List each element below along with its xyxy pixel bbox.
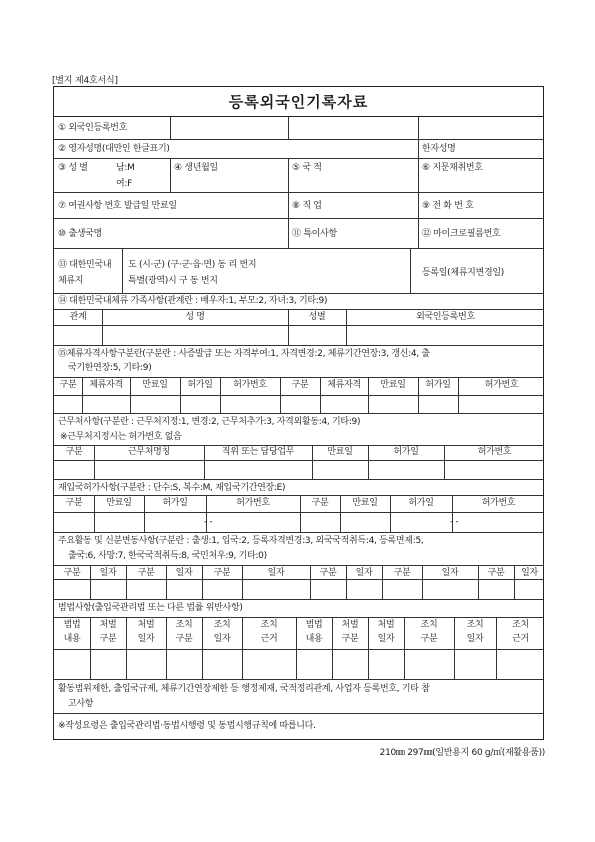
violation-header-0: 범법	[63, 620, 81, 630]
violation-header-4: 조치	[213, 620, 231, 630]
stay-header-5: 구분	[291, 380, 309, 390]
reentry-header-2: 허가일	[162, 498, 188, 508]
violation-header-b-2: 일자	[137, 634, 155, 644]
reentry-header-4: 구분	[311, 498, 329, 508]
label-special: ⑪ 특이사항	[292, 229, 337, 239]
work-header-permit-date: 허가일	[393, 447, 419, 457]
violation-header-11: 조치	[512, 620, 529, 630]
movement-header-2: 구분	[137, 568, 155, 578]
violation-header-b-1: 구분	[99, 634, 117, 644]
violation-header-10: 조치	[466, 620, 484, 630]
movement-heading-2: 출국:6, 사망:7, 한국국적취득:8, 국민처우:9, 기타:0)	[68, 551, 267, 561]
stay-heading-1: ⑮체류자격사항구분란(구분란 : 사증발급 또는 자격부여:1, 자격변경:2, 체류기간연장:3, 갱신:4, 출	[58, 349, 430, 359]
label-fingerprint: ⑥ 지문채취번호	[422, 163, 483, 173]
movement-header-10: 구분	[487, 568, 505, 578]
movement-heading-1: 주요활동 및 신분변동사항(구분란 : 출생:1, 입국:2, 등록자격변경:3, 외국국적취득:4, 등록면제:5,	[58, 536, 424, 546]
violation-header-b-0: 내용	[63, 634, 81, 644]
work-note: ※근무처지정시는 허가번호 없음	[60, 432, 182, 442]
work-header-position: 직위 또는 담당업무	[221, 447, 295, 457]
violation-header-3: 조치	[175, 620, 193, 630]
label-nationality: ⑤ 국 적	[292, 163, 322, 173]
violation-heading: 범법사항(출입국관리법 또는 다른 법률 위반사항)	[58, 603, 243, 613]
work-header-expiry: 만료일	[327, 447, 353, 457]
family-header-sex: 성별	[308, 312, 326, 322]
family-heading: ⑭ 대한민국내체류 가족사항(관계란 : 배우자:1, 부모:2, 자녀:3, 기타:9)	[58, 296, 328, 306]
stay-header-7: 만료일	[380, 380, 406, 390]
violation-header-b-3: 구분	[175, 634, 193, 644]
violation-header-6: 범법	[305, 620, 323, 630]
label-birth: ④ 생년월일	[174, 163, 218, 173]
label-residence-2: 체류지	[58, 276, 84, 286]
label-hanja-name: 한자성명	[422, 144, 456, 154]
violation-header-b-9: 구분	[420, 634, 438, 644]
stay-header-6: 체류자격	[327, 380, 361, 390]
label-reg-date: 등록일(체류지변경일)	[422, 268, 504, 278]
violation-header-b-10: 일자	[466, 634, 484, 644]
reentry-header-6: 허가일	[408, 498, 434, 508]
label-address-1: 도 (시·군) (구·군·읍·면) 동 리 번지	[128, 260, 257, 270]
guide-note: ※작성요령은 출입국관리법·동법시행령 및 동법시행규칙에 따릅니다.	[58, 721, 316, 731]
label-residence-1: ⑬ 대한민국내	[58, 260, 112, 270]
violation-header-5: 조치	[260, 620, 278, 630]
reentry-header-1: 만료일	[106, 498, 132, 508]
form-title: 등록외국인기록자료	[54, 87, 543, 117]
violation-header-7: 처벌	[341, 620, 359, 630]
work-header-permit-no: 허가번호	[477, 447, 512, 457]
label-address-2: 특별(광역)시 구 동 번지	[128, 276, 218, 286]
violation-header-b-11: 근거	[512, 634, 529, 644]
reentry-header-5: 만료일	[352, 498, 378, 508]
restriction-line-2: 고사항	[68, 699, 94, 709]
work-heading: 근무처사항(구분란 : 근무처지정:1, 변경:2, 근무처추가:3, 자격외활동:4, 기타:9)	[58, 417, 361, 427]
violation-header-b-5: 근거	[260, 634, 278, 644]
stay-header-0: 구분	[59, 380, 77, 390]
violation-header-b-7: 구분	[341, 634, 359, 644]
stay-header-8: 허가일	[425, 380, 451, 390]
movement-header-4: 구분	[213, 568, 231, 578]
family-header-name: 성 명	[185, 312, 205, 322]
violation-header-1: 처벌	[99, 620, 117, 630]
stay-header-1: 체류자격	[89, 380, 123, 390]
paper-spec: 210㎜ 297㎜(일반용지 60 g/㎡(재활용품))	[379, 748, 545, 758]
restriction-line-1: 활동범위제한, 출입국규제, 체류기간연장제한 등 행정제재, 국적정리관계, 사업자 등록번호, 기타 참	[58, 684, 430, 694]
label-birthplace: ⑩ 출생국명	[58, 229, 102, 239]
reentry-dash-left: - -	[204, 517, 213, 527]
reentry-header-3: 허가번호	[236, 498, 270, 508]
label-phone: ⑨ 전 화 번 호	[422, 201, 474, 211]
reentry-header-0: 구분	[65, 498, 83, 508]
label-eng-name: ② 영자성명(대만인 한글표기)	[58, 144, 170, 154]
work-header-type: 구분	[65, 447, 83, 457]
family-header-regno: 외국인등록번호	[416, 312, 475, 322]
reentry-header-7: 허가번호	[481, 498, 516, 508]
label-male: 남:M	[116, 163, 135, 173]
label-microfilm: ⑫ 마이크로필름번호	[422, 229, 501, 239]
stay-header-9: 허가번호	[484, 380, 519, 390]
label-passport: ⑦ 여권사항 번호 발급일 만료일	[58, 201, 177, 211]
label-sex: ③ 성 별	[58, 163, 88, 173]
reentry-heading: 재입국허가사항(구분란 : 단수:S, 복수:M, 재입국기간연장:E)	[58, 483, 286, 493]
movement-header-0: 구분	[63, 568, 81, 578]
violation-header-9: 조치	[420, 620, 438, 630]
stay-header-2: 만료일	[142, 380, 168, 390]
violation-header-b-6: 내용	[305, 634, 323, 644]
movement-header-5: 일자	[267, 568, 285, 578]
movement-header-7: 일자	[355, 568, 373, 578]
label-female: 여:F	[116, 179, 133, 189]
form-number-label: [별지 제4호서식]	[52, 76, 118, 86]
movement-header-3: 일자	[175, 568, 193, 578]
label-job: ⑧ 직 업	[292, 201, 322, 211]
reentry-dash-right: - -	[450, 517, 459, 527]
form-frame	[53, 86, 544, 740]
violation-header-8: 처벌	[377, 620, 395, 630]
work-header-company: 근무처명칭	[128, 447, 170, 457]
family-header-relation: 관계	[69, 312, 87, 322]
violation-header-2: 처벌	[137, 620, 155, 630]
label-reg-no: ① 외국인등록번호	[58, 123, 128, 133]
movement-header-8: 구분	[393, 568, 411, 578]
violation-header-b-8: 일자	[377, 634, 395, 644]
violation-header-b-4: 일자	[213, 634, 231, 644]
movement-header-11: 일자	[521, 568, 538, 578]
movement-header-9: 일자	[441, 568, 459, 578]
movement-header-6: 구분	[319, 568, 337, 578]
movement-header-1: 일자	[99, 568, 117, 578]
stay-header-3: 허가일	[187, 380, 213, 390]
stay-header-4: 허가번호	[233, 380, 267, 390]
stay-heading-2: 국기한연장:5, 기타:9)	[68, 363, 152, 373]
